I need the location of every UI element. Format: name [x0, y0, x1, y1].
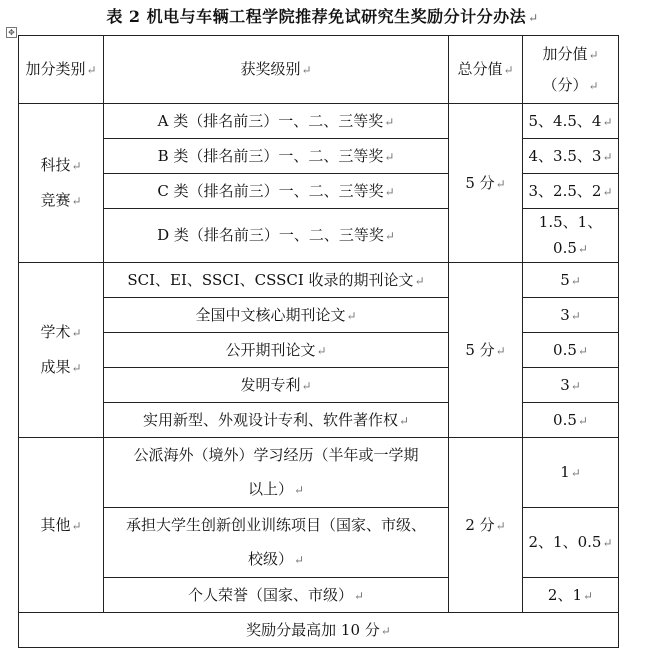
- level-cell: 公开期刊论文↵: [104, 333, 449, 368]
- paragraph-mark-icon: ↵: [528, 11, 539, 25]
- table-row: [19, 174, 619, 209]
- table-title-text: 表 2 机电与车辆工程学院推荐免试研究生奖励分计分办法: [106, 7, 527, 26]
- points-cell: 2、1↵: [523, 578, 619, 613]
- footer-cell: 奖励分最高加 10 分↵: [19, 613, 619, 648]
- points-cell: 3↵: [523, 298, 619, 333]
- points-cell: 1.5、1、0.5↵: [523, 209, 619, 263]
- points-cell: 4、3.5、3↵: [523, 139, 619, 174]
- level-cell: B 类（排名前三）一、二、三等奖↵: [104, 139, 449, 174]
- table-row: [19, 403, 619, 438]
- total-cell: 5 分↵: [449, 263, 523, 438]
- points-cell: 2、1、0.5↵: [523, 508, 619, 578]
- level-cell: C 类（排名前三）一、二、三等奖↵: [104, 174, 449, 209]
- category-cell-tech-competition: 科技↵ 竞赛↵: [19, 104, 104, 263]
- points-cell: 0.5↵: [523, 333, 619, 368]
- total-cell: 5 分↵: [449, 104, 523, 263]
- table-row: [19, 578, 619, 613]
- points-cell: 1↵: [523, 438, 619, 508]
- points-cell: 5↵: [523, 263, 619, 298]
- header-points: 加分值↵ （分）↵: [523, 36, 619, 104]
- table-move-handle-icon[interactable]: ✥: [6, 27, 17, 38]
- points-cell: 0.5↵: [523, 403, 619, 438]
- level-cell: 个人荣誉（国家、市级）↵: [104, 578, 449, 613]
- table-row: [19, 298, 619, 333]
- header-level: 获奖级别↵: [104, 36, 449, 104]
- table-title: [0, 4, 645, 27]
- table-row: [19, 333, 619, 368]
- category-cell-academic: 学术↵ 成果↵: [19, 263, 104, 438]
- points-cell: 3↵: [523, 368, 619, 403]
- level-cell: 全国中文核心期刊论文↵: [104, 298, 449, 333]
- table-row: [19, 104, 619, 139]
- level-cell: A 类（排名前三）一、二、三等奖↵: [104, 104, 449, 139]
- level-cell: SCI、EI、SSCI、CSSCI 收录的期刊论文↵: [104, 263, 449, 298]
- award-points-table: [18, 35, 619, 648]
- level-cell: 公派海外（境外）学习经历（半年或一学期 以上）↵: [104, 438, 449, 508]
- table-row: [19, 263, 619, 298]
- table-row: [19, 139, 619, 174]
- total-cell: 2 分↵: [449, 438, 523, 613]
- header-row: [19, 36, 619, 104]
- table-row: [19, 209, 619, 263]
- category-cell-other: 其他↵: [19, 438, 104, 613]
- level-cell: 承担大学生创新创业训练项目（国家、市级、 校级）↵: [104, 508, 449, 578]
- table-row: [19, 508, 619, 578]
- points-cell: 3、2.5、2↵: [523, 174, 619, 209]
- header-total: 总分值↵: [449, 36, 523, 104]
- table-row: [19, 368, 619, 403]
- level-cell: 发明专利↵: [104, 368, 449, 403]
- footer-row: [19, 613, 619, 648]
- level-cell: D 类（排名前三）一、二、三等奖↵: [104, 209, 449, 263]
- table-row: [19, 438, 619, 508]
- level-cell: 实用新型、外观设计专利、软件著作权↵: [104, 403, 449, 438]
- points-cell: 5、4.5、4↵: [523, 104, 619, 139]
- header-category: 加分类别↵: [19, 36, 104, 104]
